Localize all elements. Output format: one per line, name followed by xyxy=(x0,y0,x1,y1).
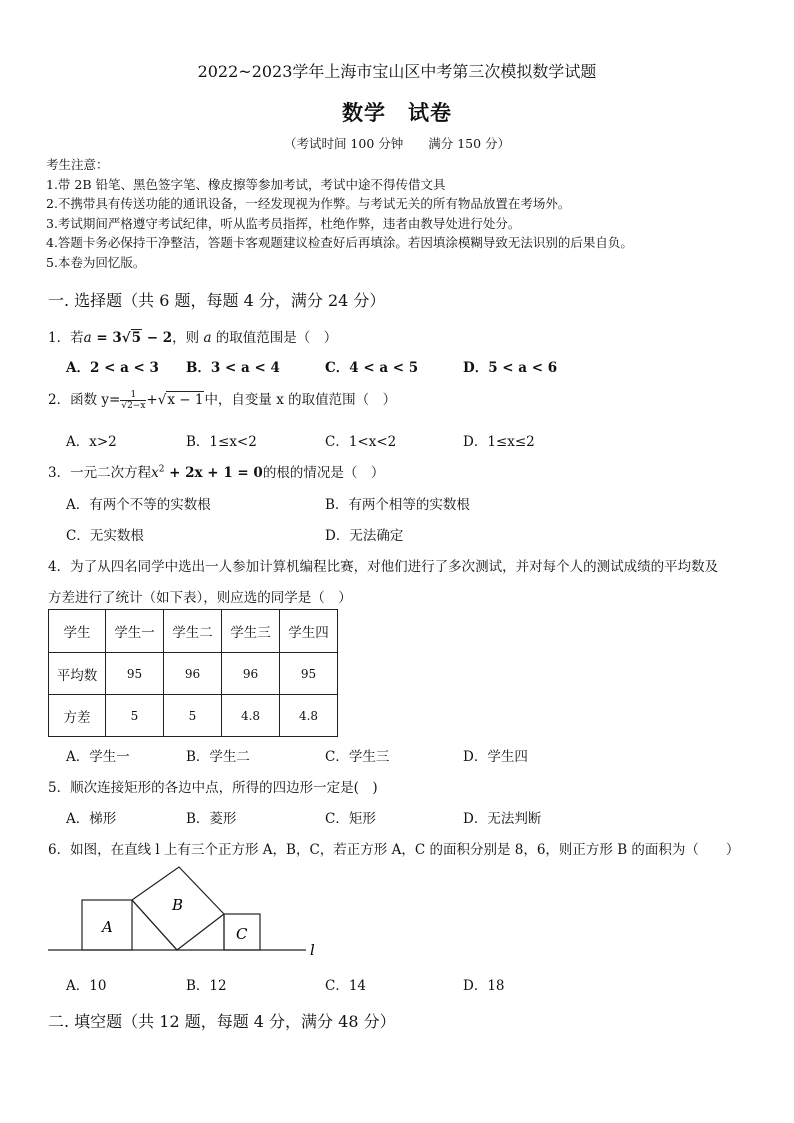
q4-option-b[interactable]: B．学生二 xyxy=(186,749,250,765)
q1-expr-part2: − 2 xyxy=(142,330,173,346)
table-cell: 96 xyxy=(164,653,222,695)
section-heading-choice: 一. 选择题（共 6 题，每题 4 分，满分 24 分） xyxy=(48,291,386,310)
q1-sqrt: 5 xyxy=(131,330,142,346)
q1-option-a[interactable]: A．2 < a < 3 xyxy=(66,360,159,376)
table-header-cell: 学生三 xyxy=(222,610,280,653)
exam-title: 2022~2023学年上海市宝山区中考第三次模拟数学试题 xyxy=(197,62,597,81)
notice-heading: 考生注意： xyxy=(46,157,109,172)
q3-option-c[interactable]: C．无实数根 xyxy=(66,528,144,544)
q5-option-d[interactable]: D．无法判断 xyxy=(463,811,542,827)
question-1: 1．若a = 3√5 − 2，则 a 的取值范围是（ ） xyxy=(48,330,338,346)
table-header-cell: 学生一 xyxy=(106,610,164,653)
q1-suffix-pre: ，则 xyxy=(172,330,204,346)
table-header-cell: 学生四 xyxy=(280,610,338,653)
q4-option-c[interactable]: C．学生三 xyxy=(325,749,390,765)
table-header-cell: 学生二 xyxy=(164,610,222,653)
table-header-cell: 学生 xyxy=(49,610,106,653)
q3-suffix: 的根的情况是（ ） xyxy=(262,465,385,481)
q2-option-a[interactable]: A．x>2 xyxy=(66,434,117,450)
q4-option-d[interactable]: D．学生四 xyxy=(463,749,528,765)
table-cell: 96 xyxy=(222,653,280,695)
q2-option-b[interactable]: B．1≤x<2 xyxy=(186,434,257,450)
question-4-line2: 方差进行了统计（如下表），则应选的同学是（ ） xyxy=(48,590,352,606)
q3-exponent: 2 xyxy=(158,464,165,475)
q2-prefix: 2．函数 y= xyxy=(48,392,121,408)
q1-var-a: a xyxy=(83,330,92,346)
q3-prefix: 3．一元二次方程 xyxy=(48,465,152,481)
q6-option-d[interactable]: D．18 xyxy=(463,978,505,994)
question-2 xyxy=(48,388,396,411)
table-header-row xyxy=(49,610,338,653)
notice-item: 5.本卷为回忆版。 xyxy=(46,254,146,270)
q1-option-b[interactable]: B．3 < a < 4 xyxy=(186,360,280,376)
table-cell: 5 xyxy=(164,695,222,737)
q4-option-a[interactable]: A．学生一 xyxy=(66,749,130,765)
table-cell: 5 xyxy=(106,695,164,737)
question-3 xyxy=(48,461,384,481)
notice-item: 4.答题卡务必保持干净整洁，答题卡客观题建议检查好后再填涂。若因填涂模糊导致无法识别的后果自负。 xyxy=(46,235,633,251)
q2-option-c[interactable]: C．1<x<2 xyxy=(325,434,397,450)
squares-figure xyxy=(44,860,344,965)
table-row xyxy=(49,695,338,737)
q2-sqrt: x − 1 xyxy=(167,392,204,408)
table-cell: 4.8 xyxy=(280,695,338,737)
triangle-edge xyxy=(132,900,177,950)
q3-option-b[interactable]: B．有两个相等的实数根 xyxy=(325,497,470,513)
question-4-line1: 4．为了从四名同学中选出一人参加计算机编程比赛，对他们进行了多次测试，并对每个人的测试成绩的平均数及 xyxy=(48,559,719,575)
notice-block xyxy=(46,155,633,273)
question-5: 5．顺次连接矩形的各边中点，所得的四边形一定是( ) xyxy=(48,780,378,796)
q1-expr-part: = 3 xyxy=(91,330,122,346)
q2-plus: +√ xyxy=(146,392,167,408)
notice-item: 2.不携带具有传送功能的通讯设备，一经发现视为作弊。与考试无关的所有物品放置在考场外。 xyxy=(46,196,571,212)
q2-fraction: $\frac{1}{√2-x}$ xyxy=(121,390,146,411)
q1-var: a xyxy=(203,330,212,346)
label-a: A xyxy=(102,918,113,936)
table-cell: 95 xyxy=(106,653,164,695)
exam-time-info: （考试时间 100 分钟 满分 150 分） xyxy=(283,136,511,151)
table-row xyxy=(49,653,338,695)
q1-option-d[interactable]: D．5 < a < 6 xyxy=(463,360,558,376)
stats-table xyxy=(48,609,338,737)
q1-option-c[interactable]: C．4 < a < 5 xyxy=(325,360,419,376)
q1-suffix: 的取值范围是（ ） xyxy=(211,330,338,346)
notice-item: 1.带 2B 铅笔、黑色签字笔、橡皮擦等参加考试，考试中途不得传借文具 xyxy=(46,176,446,192)
q5-option-b[interactable]: B．菱形 xyxy=(186,811,237,827)
q2-option-d[interactable]: D．1≤x≤2 xyxy=(463,434,535,450)
q3-expr-rest: + 2x + 1 = 0 xyxy=(164,465,263,481)
section-heading-fill: 二. 填空题（共 12 题，每题 4 分，满分 48 分） xyxy=(48,1012,396,1031)
q3-var-x: x xyxy=(151,465,159,481)
q2-suffix: 中，自变量 x 的取值范围（ ） xyxy=(204,392,397,408)
q5-option-a[interactable]: A．梯形 xyxy=(66,811,117,827)
question-6: 6．如图，在直线 l 上有三个正方形 A，B，C，若正方形 A，C 的面积分别是 8，6，则正方形 B 的面积为（ ） xyxy=(48,842,740,858)
label-b: B xyxy=(172,896,184,914)
q1-prefix: 1．若 xyxy=(48,330,84,346)
table-cell: 平均数 xyxy=(49,653,106,695)
q3-option-a[interactable]: A．有两个不等的实数根 xyxy=(66,497,211,513)
table-cell: 方差 xyxy=(49,695,106,737)
q6-option-a[interactable]: A．10 xyxy=(66,978,107,994)
q3-option-d[interactable]: D．无法确定 xyxy=(325,528,404,544)
q5-option-c[interactable]: C．矩形 xyxy=(325,811,376,827)
exam-subject: 数学 试卷 xyxy=(342,100,452,125)
q6-option-c[interactable]: C．14 xyxy=(325,978,367,994)
q6-option-b[interactable]: B．12 xyxy=(186,978,227,994)
label-line: l xyxy=(310,941,315,959)
label-c: C xyxy=(236,925,248,943)
table-cell: 4.8 xyxy=(222,695,280,737)
notice-item: 3.考试期间严格遵守考试纪律，听从监考员指挥，杜绝作弊，违者由教导处进行处分。 xyxy=(46,215,521,231)
table-cell: 95 xyxy=(280,653,338,695)
